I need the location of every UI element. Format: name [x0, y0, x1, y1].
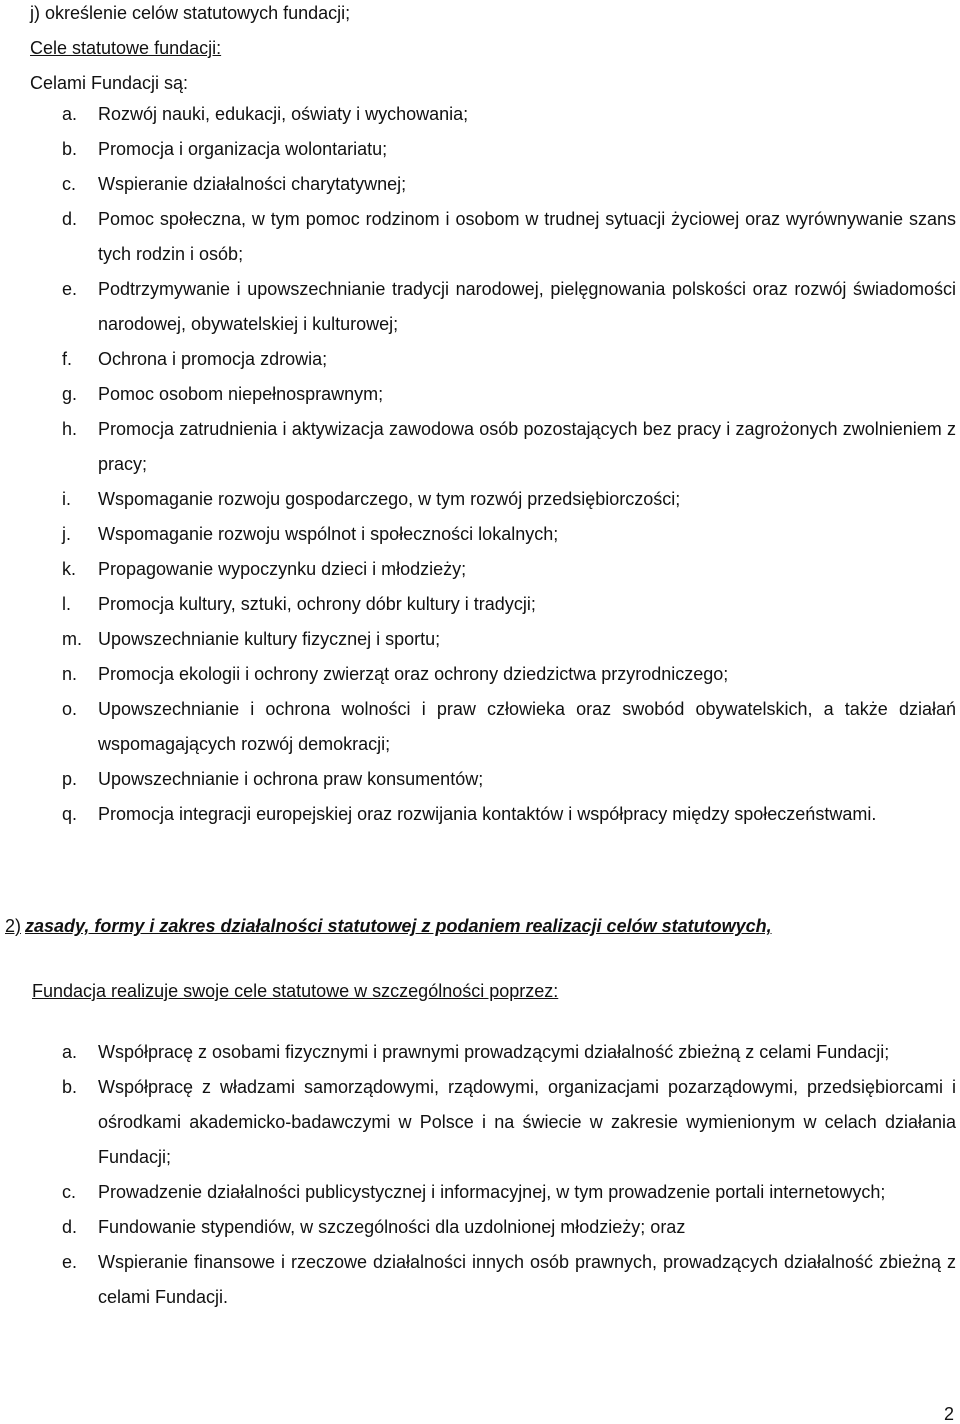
list-marker: a. [62, 104, 78, 124]
list-item [0, 342, 960, 377]
section-title: zasady, formy i zakres działalności statutowej z podaniem realizacji celów statutowych, [25, 916, 772, 936]
cele-statutowe-label: Cele statutowe fundacji: [30, 38, 222, 58]
list-item [0, 692, 960, 762]
list-marker: d. [62, 209, 78, 229]
list-marker: b. [62, 139, 78, 159]
list-marker: j. [62, 524, 71, 544]
list-item-text: Fundowanie stypendiów, w szczególności dla uzdolnionej młodzieży; oraz [98, 1217, 686, 1237]
list-item [0, 797, 960, 832]
list-item-text: Promocja integracji europejskiej oraz rozwijania kontaktów i współpracy między społeczeństwami. [98, 804, 877, 824]
list-item [0, 1210, 960, 1245]
list-marker: p. [62, 769, 78, 789]
list-item [0, 657, 960, 692]
list-item [0, 552, 960, 587]
list-item-text: Współpracę z władzami samorządowymi, rządowymi, organizacjami pozarządowymi, przedsiębiorcami i ośrodkami akademicko-badawczymi w Polsce i na świecie w zakresie wymienionym w celach działania Fundacji; [98, 1077, 956, 1167]
list-item-text: Rozwój nauki, edukacji, oświaty i wychowania; [98, 104, 469, 124]
list-marker: e. [62, 1252, 78, 1272]
list-item-text: Prowadzenie działalności publicystycznej i informacyjnej, w tym prowadzenie portali internetowych; [98, 1182, 886, 1202]
list-item [0, 377, 960, 412]
list-item [0, 1175, 960, 1210]
means-list [0, 1035, 960, 1315]
list-marker: n. [62, 664, 78, 684]
list-item [0, 1035, 960, 1070]
list-item [0, 167, 960, 202]
list-marker: m. [62, 629, 82, 649]
list-marker: i. [62, 489, 71, 509]
page-number: 2 [943, 1404, 954, 1424]
list-marker: h. [62, 419, 78, 439]
list-marker: f. [62, 349, 73, 369]
list-item-text: Wspieranie finansowe i rzeczowe działalności innych osób prawnych, prowadzących działalność zbieżną z celami Fundacji. [98, 1252, 956, 1307]
list-item-text: Upowszechnianie kultury fizycznej i sportu; [98, 629, 441, 649]
section-2-heading [5, 914, 772, 938]
list-item-text: Upowszechnianie i ochrona praw konsumentów; [98, 769, 484, 789]
list-item-text: Podtrzymywanie i upowszechnianie tradycji narodowej, pielęgnowania polskości oraz rozwój świadomości narodowej, obywatelskiej i kulturowej; [98, 279, 956, 334]
realizuje-label: Fundacja realizuje swoje cele statutowe w szczególności poprzez: [32, 981, 559, 1001]
list-item-text: Pomoc osobom niepełnosprawnym; [98, 384, 384, 404]
list-item [0, 622, 960, 657]
list-marker: g. [62, 384, 78, 404]
section-number: 2) [5, 916, 22, 936]
list-marker: l. [62, 594, 71, 614]
list-item [0, 762, 960, 797]
list-item-text: Wspomaganie rozwoju gospodarczego, w tym rozwój przedsiębiorczości; [98, 489, 681, 509]
list-item-text: Upowszechnianie i ochrona wolności i praw człowieka oraz swobód obywatelskich, a także działań wspomagających rozwój demokracji; [98, 699, 956, 754]
list-item-text: Wspomaganie rozwoju wspólnot i społeczności lokalnych; [98, 524, 559, 544]
list-item [0, 132, 960, 167]
goals-list [0, 97, 960, 832]
list-item [0, 587, 960, 622]
list-item-text: Promocja i organizacja wolontariatu; [98, 139, 388, 159]
list-item [0, 272, 960, 342]
list-marker: k. [62, 559, 77, 579]
list-item [0, 1245, 960, 1315]
list-item-text: Promocja zatrudnienia i aktywizacja zawodowa osób pozostających bez pracy i zagrożonych zwolnieniem z pracy; [98, 419, 956, 474]
list-marker: e. [62, 279, 78, 299]
list-item-text: Propagowanie wypoczynku dzieci i młodzieży; [98, 559, 467, 579]
list-item [0, 202, 960, 272]
list-item-text: Współpracę z osobami fizycznymi i prawnymi prowadzącymi działalność zbieżną z celami Fundacji; [98, 1042, 890, 1062]
list-item [0, 517, 960, 552]
celami-intro: Celami Fundacji są: [30, 73, 189, 93]
list-marker: o. [62, 699, 78, 719]
list-item-text: Promocja ekologii i ochrony zwierząt oraz ochrony dziedzictwa przyrodniczego; [98, 664, 729, 684]
list-marker: d. [62, 1217, 78, 1237]
list-item [0, 97, 960, 132]
list-item-text: Promocja kultury, sztuki, ochrony dóbr kultury i tradycji; [98, 594, 536, 614]
list-marker: c. [62, 174, 77, 194]
section-heading-j: j) określenie celów statutowych fundacji; [30, 3, 351, 23]
list-marker: q. [62, 804, 78, 824]
list-item [0, 482, 960, 517]
list-marker: b. [62, 1077, 78, 1097]
list-item-text: Pomoc społeczna, w tym pomoc rodzinom i osobom w trudnej sytuacji życiowej oraz wyrównywanie szans tych rodzin i osób; [98, 209, 956, 264]
list-item [0, 412, 960, 482]
list-marker: a. [62, 1042, 78, 1062]
list-item-text: Ochrona i promocja zdrowia; [98, 349, 328, 369]
list-item [0, 1070, 960, 1175]
list-item-text: Wspieranie działalności charytatywnej; [98, 174, 407, 194]
list-marker: c. [62, 1182, 77, 1202]
